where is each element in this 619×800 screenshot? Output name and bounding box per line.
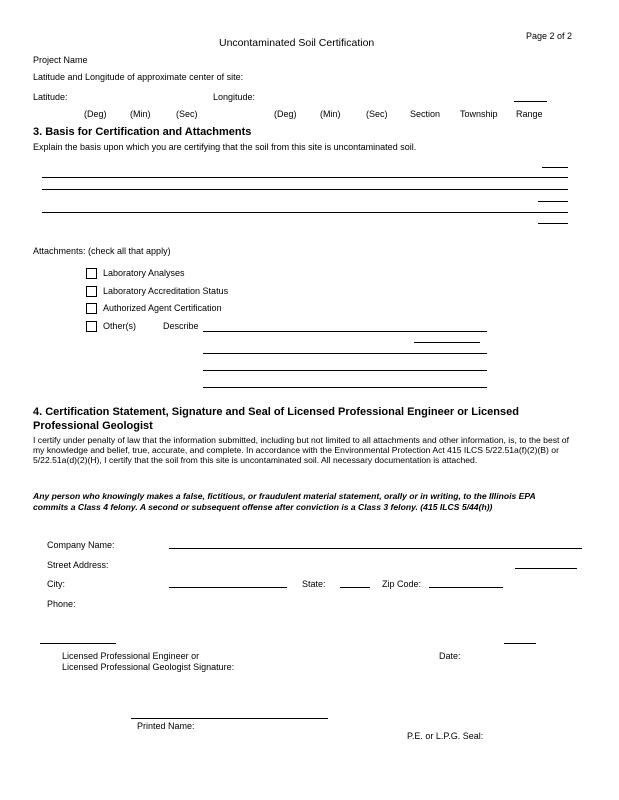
section3-heading: 3. Basis for Certification and Attachments bbox=[33, 126, 252, 138]
checkbox-authorized-agent[interactable] bbox=[86, 303, 97, 314]
range-input-line[interactable] bbox=[514, 101, 547, 102]
basis-line-3[interactable] bbox=[42, 212, 568, 213]
city-input[interactable] bbox=[169, 587, 287, 588]
long-unit-deg: (Deg) bbox=[274, 109, 297, 119]
basis-instruction: Explain the basis upon which you are certifying that the soil from this site is uncontaminated soil. bbox=[33, 142, 417, 152]
attachment-label-authorized-agent: Authorized Agent Certification bbox=[103, 303, 222, 313]
describe-line-4[interactable] bbox=[203, 387, 487, 388]
basis-line-4a[interactable] bbox=[538, 223, 568, 224]
page-number: Page 2 of 2 bbox=[526, 31, 573, 41]
long-unit-sec: (Sec) bbox=[366, 109, 388, 119]
attachment-label-laboratory-accreditation: Laboratory Accreditation Status bbox=[103, 286, 229, 296]
printed-name-input[interactable] bbox=[131, 718, 328, 719]
company-name-input[interactable] bbox=[169, 548, 582, 549]
signature-label-line1: Licensed Professional Engineer or bbox=[62, 651, 200, 661]
checkbox-laboratory-accreditation[interactable] bbox=[86, 286, 97, 297]
attachments-label: Attachments: (check all that apply) bbox=[33, 246, 171, 256]
project-name-label: Project Name bbox=[33, 55, 88, 65]
basis-line-1a[interactable] bbox=[542, 167, 568, 168]
signature-label-line2: Licensed Professional Geologist Signature: bbox=[62, 662, 235, 672]
lat-unit-min: (Min) bbox=[130, 109, 151, 119]
township-label: Township bbox=[460, 109, 498, 119]
latitude-label: Latitude: bbox=[33, 92, 68, 102]
street-address-input[interactable] bbox=[515, 568, 577, 569]
longitude-label: Longitude: bbox=[213, 92, 256, 102]
city-label: City: bbox=[47, 579, 65, 589]
latlong-label: Latitude and Longitude of approximate center of site: bbox=[33, 72, 244, 82]
basis-line-2[interactable] bbox=[42, 189, 568, 190]
section4-heading-line2: Professional Geologist bbox=[33, 420, 153, 432]
checkbox-laboratory-analyses[interactable] bbox=[86, 268, 97, 279]
checkbox-others[interactable] bbox=[86, 321, 97, 332]
form-title: Uncontaminated Soil Certification bbox=[219, 37, 375, 49]
section-label: Section bbox=[410, 109, 441, 119]
lat-unit-deg: (Deg) bbox=[84, 109, 107, 119]
felony-warning: Any person who knowingly makes a false, fictitious, or fraudulent material statement, orally or in writing, to the Illinois EPA commits a Class 4 felony. A second or subsequent offense after conviction is a Class 3 felony. (415 ILCS 5/44(h)) bbox=[33, 491, 536, 512]
phone-label: Phone: bbox=[47, 599, 76, 609]
state-input[interactable] bbox=[340, 587, 370, 588]
lat-unit-sec: (Sec) bbox=[176, 109, 198, 119]
certification-statement: I certify under penalty of law that the information submitted, including but not limited to all attachments and other information, is, to the best of my knowledge and belief, true, accurate, and complete. In accordance with the Environmental Protection Act 415 ILCS 5/22.51a(f)(2)(B) or 5/22.51a(d)(2)(H), I certify that the soil from this site is uncontaminated soil. All necessary documentation is attached. bbox=[33, 435, 569, 465]
describe-line-3[interactable] bbox=[203, 370, 487, 371]
signature-input[interactable] bbox=[40, 643, 116, 644]
printed-name-label: Printed Name: bbox=[137, 721, 195, 731]
attachment-label-laboratory-analyses: Laboratory Analyses bbox=[103, 268, 185, 278]
long-unit-min: (Min) bbox=[320, 109, 341, 119]
date-input[interactable] bbox=[504, 643, 536, 644]
basis-line-1[interactable] bbox=[42, 177, 568, 178]
street-address-label: Street Address: bbox=[47, 560, 109, 570]
seal-label: P.E. or L.P.G. Seal: bbox=[407, 731, 484, 741]
attachment-label-others: Other(s) bbox=[103, 321, 137, 331]
section4-heading-line1: 4. Certification Statement, Signature and Seal of Licensed Professional Engineer or Licensed bbox=[33, 406, 519, 418]
zip-code-input[interactable] bbox=[429, 587, 503, 588]
describe-line-1[interactable] bbox=[203, 331, 487, 332]
describe-line-2[interactable] bbox=[203, 353, 487, 354]
describe-line-2a[interactable] bbox=[414, 342, 480, 343]
describe-label: Describe bbox=[163, 321, 199, 331]
range-label: Range bbox=[516, 109, 543, 119]
date-label: Date: bbox=[439, 651, 461, 661]
basis-line-3a[interactable] bbox=[538, 201, 568, 202]
zip-code-label: Zip Code: bbox=[382, 579, 422, 589]
company-name-label: Company Name: bbox=[47, 540, 115, 550]
state-label: State: bbox=[302, 579, 326, 589]
